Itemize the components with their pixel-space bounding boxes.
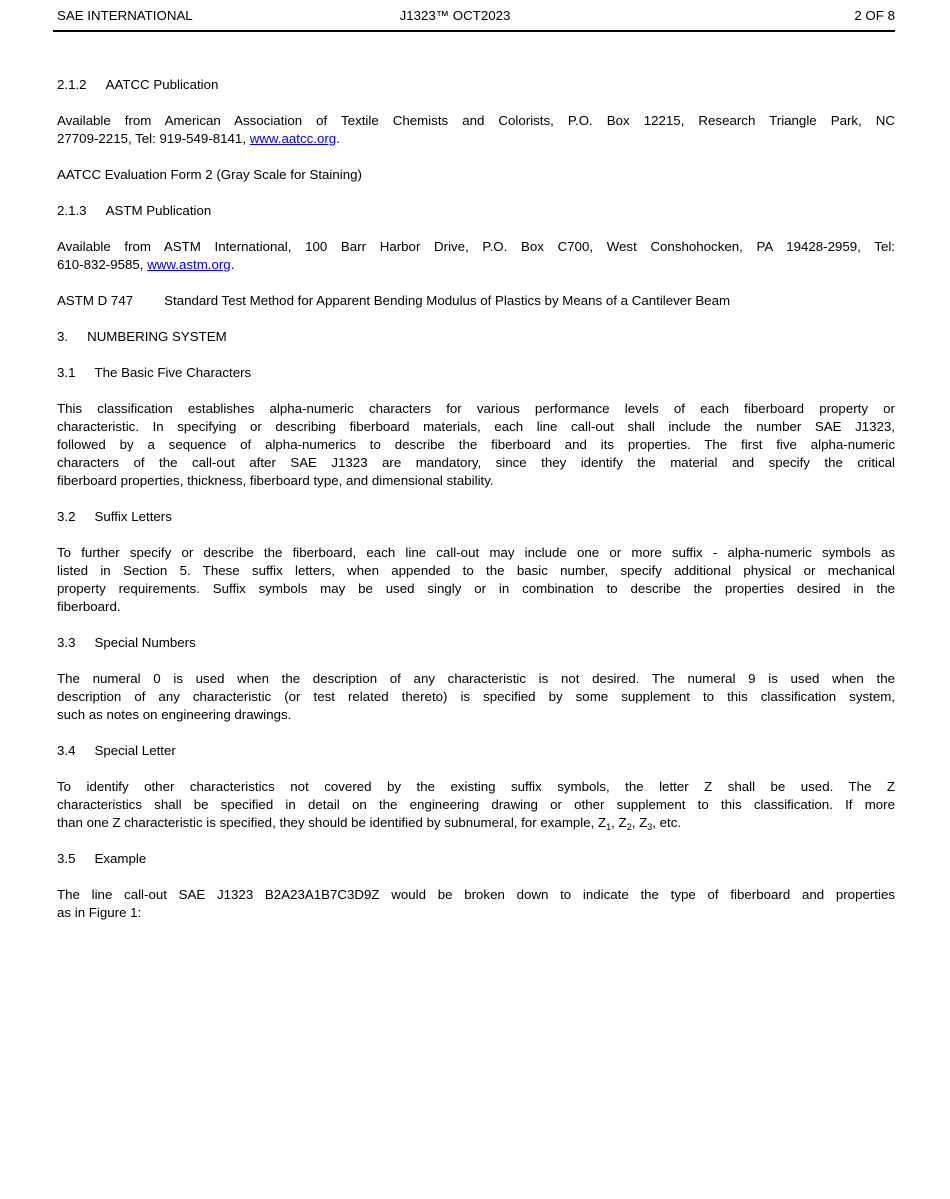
paragraph-line xyxy=(57,562,895,580)
paragraph-line xyxy=(57,598,895,616)
text-segment: Available from American Association of Textile Chemists and Colorists, P.O. Box 12215, Research Triangle Park, NC xyxy=(57,113,895,128)
heading-title: Special Numbers xyxy=(94,635,196,650)
paragraph-line xyxy=(57,670,895,688)
text-segment: . xyxy=(336,131,340,146)
text-segment: The line call-out SAE J1323 B2A23A1B7C3D9Z would be broken down to indicate the type of fiberboard and properties xyxy=(57,887,895,902)
text-segment: such as notes on engineering drawings. xyxy=(57,707,292,722)
section-heading-3-4 xyxy=(57,742,895,760)
heading-title: Suffix Letters xyxy=(94,509,172,524)
paragraph-special-letter xyxy=(57,778,895,832)
paragraph-line xyxy=(57,472,895,490)
subscript-numeral: 2 xyxy=(626,822,632,832)
paragraph-line xyxy=(57,400,895,418)
heading-number: 3.3 xyxy=(57,635,76,650)
heading-number: 3.4 xyxy=(57,743,76,758)
paragraph-basic-five-characters xyxy=(57,400,895,490)
subscript-numeral: 1 xyxy=(606,822,612,832)
text-segment: . xyxy=(230,257,235,272)
document-body xyxy=(0,32,950,922)
text-segment: To identify other characteristics not covered by the existing suffix symbols, the letter Z shall be used. The Z xyxy=(57,779,895,794)
paragraph-line xyxy=(57,886,895,904)
section-heading-3-5 xyxy=(57,850,895,868)
heading-title: ASTM Publication xyxy=(105,203,212,218)
paragraph-example xyxy=(57,886,895,922)
paragraph-line xyxy=(57,256,895,274)
heading-title: Special Letter xyxy=(94,743,176,758)
paragraph-special-numbers xyxy=(57,670,895,724)
paragraph-aatcc-reference xyxy=(57,166,895,184)
text-segment: than one Z characteristic is specified, they should be identified by subnumeral, for example, Z xyxy=(57,815,607,830)
header-publisher: SAE INTERNATIONAL xyxy=(57,8,193,23)
text-segment: The numeral 0 is used when the description of any characteristic is not desired. The numeral 9 is used when the xyxy=(57,671,895,686)
paragraph-line xyxy=(57,418,895,436)
subscript-numeral: 3 xyxy=(647,822,653,832)
text-segment: characteristic. In specifying or describing fiberboard materials, each line call-out shall include the number SAE J1323, xyxy=(57,419,895,434)
text-segment: To further specify or describe the fiberboard, each line call-out may include one or more suffix - alpha-numeric symbols as xyxy=(57,545,895,560)
text-segment: property requirements. Suffix symbols may be used singly or in combination to describe the properties desired in the xyxy=(57,581,895,596)
header-doc-number: J1323™ OCT2023 xyxy=(399,8,511,23)
text-segment: characteristics shall be specified in detail on the engineering drawing or other supplement to this classification. If more xyxy=(57,797,895,812)
paragraph-line xyxy=(57,796,895,814)
text-segment: listed in Section 5. These suffix letters, when appended to the basic number, specify additional physical or mechanical xyxy=(57,563,895,578)
paragraph-suffix-letters xyxy=(57,544,895,616)
text-segment: characters of the call-out after SAE J1323 are mandatory, since they identify the material and specify the critical xyxy=(57,455,895,470)
heading-title: The Basic Five Characters xyxy=(94,365,252,380)
section-heading-2-1-3 xyxy=(57,202,895,220)
text-segment: , etc. xyxy=(652,815,682,830)
text-segment: fiberboard. xyxy=(57,599,121,614)
reference-description: Standard Test Method for Apparent Bending Modulus of Plastics by Means of a Cantilever Beam xyxy=(164,293,731,308)
paragraph-aatcc-address xyxy=(57,112,895,148)
heading-number: 3. xyxy=(57,329,69,344)
heading-number: 3.5 xyxy=(57,851,76,866)
paragraph-line xyxy=(57,112,895,130)
heading-number: 2.1.2 xyxy=(57,77,87,92)
page-header xyxy=(0,0,950,32)
paragraph-line xyxy=(57,166,895,184)
paragraph-line xyxy=(57,706,895,724)
heading-number: 3.2 xyxy=(57,509,76,524)
hyperlink[interactable]: www.astm.org xyxy=(147,257,231,272)
paragraph-line xyxy=(57,130,895,148)
paragraph-line xyxy=(57,778,895,796)
paragraph-line xyxy=(57,814,895,832)
paragraph-line xyxy=(57,544,895,562)
heading-number: 2.1.3 xyxy=(57,203,87,218)
paragraph-line xyxy=(57,688,895,706)
section-heading-3-2 xyxy=(57,508,895,526)
paragraph-line xyxy=(57,904,895,922)
heading-title: AATCC Publication xyxy=(105,77,219,92)
header-page-count: 2 OF 8 xyxy=(854,8,895,23)
section-heading-3 xyxy=(57,328,895,346)
heading-title: NUMBERING SYSTEM xyxy=(87,329,227,344)
text-segment: Available from ASTM International, 100 Barr Harbor Drive, P.O. Box C700, West Conshohocken, PA 19428-2959, Tel: xyxy=(57,239,895,254)
text-segment: 27709-2215, Tel: 919-549-8141, xyxy=(57,131,250,146)
text-segment: This classification establishes alpha-numeric characters for various performance levels of each fiberboard property or xyxy=(57,401,895,416)
text-segment: description of any characteristic (or test related thereto) is specified by some supplement to this classification system, xyxy=(57,689,895,704)
section-heading-3-3 xyxy=(57,634,895,652)
heading-number: 3.1 xyxy=(57,365,76,380)
header-row xyxy=(0,7,950,24)
section-heading-3-1 xyxy=(57,364,895,382)
paragraph-line xyxy=(57,580,895,598)
text-segment: as in Figure 1: xyxy=(57,905,142,920)
text-segment: AATCC Evaluation Form 2 (Gray Scale for Staining) xyxy=(57,167,362,182)
text-segment: , Z xyxy=(631,815,648,830)
text-segment: followed by a sequence of alpha-numerics to describe the fiberboard and its properties. The first five alpha-numeric xyxy=(57,437,895,452)
reference-term: ASTM D 747 xyxy=(57,293,134,308)
paragraph-line xyxy=(57,436,895,454)
text-segment: fiberboard properties, thickness, fiberboard type, and dimensional stability. xyxy=(57,473,494,488)
reference-astm-d747 xyxy=(57,292,895,310)
paragraph-line xyxy=(57,238,895,256)
section-heading-2-1-2 xyxy=(57,76,895,94)
hyperlink[interactable]: www.aatcc.org xyxy=(249,131,337,146)
text-segment: , Z xyxy=(611,815,627,830)
paragraph-line xyxy=(57,454,895,472)
text-segment: 610-832-9585, xyxy=(57,257,148,272)
heading-title: Example xyxy=(94,851,147,866)
paragraph-astm-address xyxy=(57,238,895,274)
